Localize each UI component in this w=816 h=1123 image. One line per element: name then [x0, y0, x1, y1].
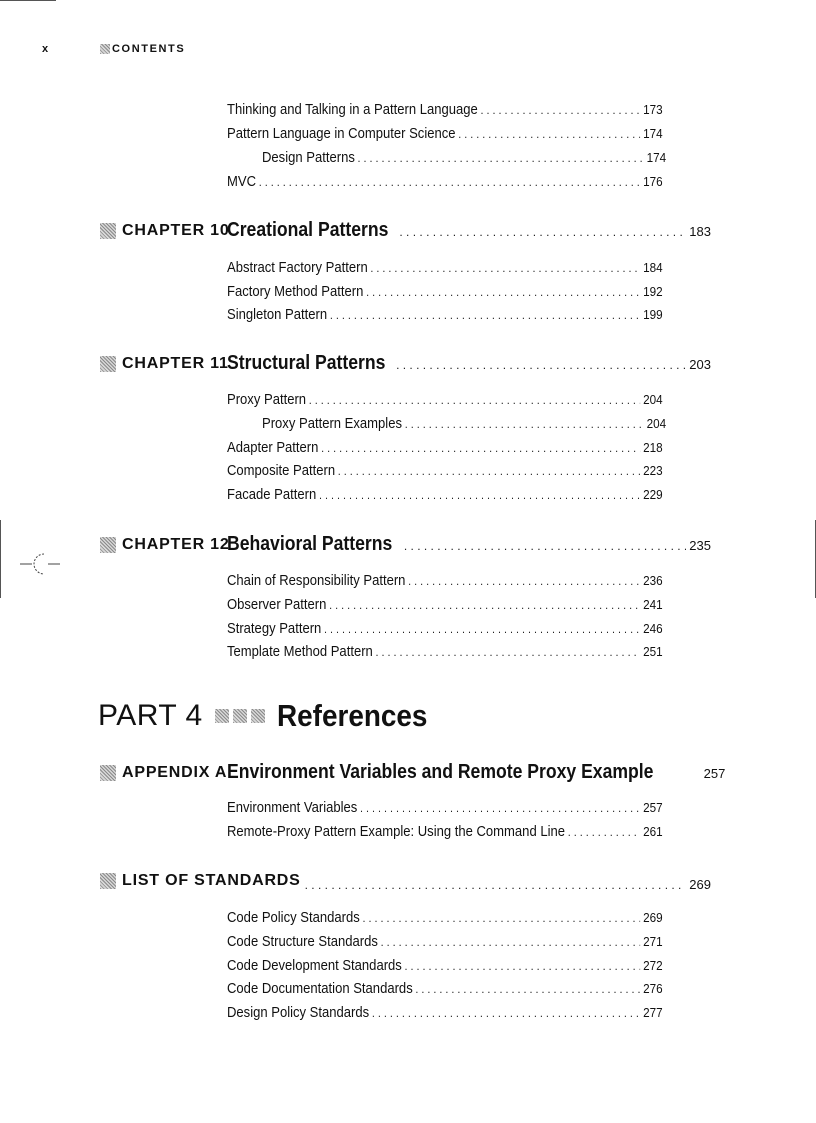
- entry-page: 204: [646, 416, 667, 431]
- entry-title: Composite Pattern: [227, 463, 336, 479]
- toc-entry[interactable]: [227, 980, 663, 998]
- dot-leader: [321, 439, 640, 457]
- entry-page: 251: [643, 644, 663, 659]
- entry-page: 204: [643, 392, 663, 407]
- dot-leader: [329, 596, 640, 614]
- entry-page: 277: [643, 1005, 663, 1020]
- entry-title: Code Development Standards: [227, 958, 402, 974]
- entry-page: 271: [643, 934, 663, 949]
- entry-page: 236: [643, 573, 663, 588]
- hatched-square-icon: [100, 537, 116, 553]
- chapter-heading[interactable]: [227, 533, 711, 556]
- entry-title: Chain of Responsibility Pattern: [227, 573, 406, 589]
- dot-leader: [338, 462, 641, 480]
- part-ornament: [215, 709, 269, 723]
- appendix-label: [100, 764, 227, 782]
- part-heading: [98, 698, 444, 734]
- dot-leader: [481, 101, 641, 119]
- entry-title: Environment Variables: [227, 800, 358, 816]
- list-of-standards-title-text: LIST OF STANDARDS: [122, 872, 301, 889]
- chapter-page: 183: [689, 224, 711, 239]
- chapter-title: Behavioral Patterns: [227, 533, 393, 555]
- entry-title: Thinking and Talking in a Pattern Language: [227, 102, 478, 118]
- dot-leader: [396, 358, 686, 372]
- dot-leader: [376, 643, 641, 661]
- toc-entry[interactable]: [227, 823, 663, 841]
- entry-title: Facade Pattern: [227, 487, 317, 503]
- chapter-heading[interactable]: [227, 219, 711, 242]
- list-of-standards-page: 269: [689, 877, 711, 892]
- crop-line-left: [0, 520, 1, 598]
- dot-leader: [404, 539, 686, 553]
- entry-title: Code Documentation Standards: [227, 981, 413, 997]
- chapter-title: Creational Patterns: [227, 219, 389, 241]
- toc-entry[interactable]: [227, 1004, 663, 1022]
- dot-leader: [405, 957, 641, 975]
- entry-title: Strategy Pattern: [227, 621, 322, 637]
- entry-title: Design Policy Standards: [227, 1005, 370, 1021]
- dot-leader: [259, 173, 641, 191]
- toc-entry[interactable]: [227, 486, 663, 504]
- chapter-heading[interactable]: [227, 352, 711, 375]
- entry-title: Code Structure Standards: [227, 934, 378, 950]
- toc-entry[interactable]: [227, 933, 663, 951]
- entry-page: 269: [643, 910, 663, 925]
- list-of-standards-heading[interactable]: [100, 872, 711, 892]
- chapter-label: [100, 536, 230, 554]
- dot-leader: [405, 415, 644, 433]
- entry-page: 174: [643, 126, 663, 141]
- dot-leader: [319, 486, 640, 504]
- dot-leader: [309, 391, 641, 409]
- entry-title: Singleton Pattern: [227, 307, 328, 323]
- chapter-label: [100, 355, 229, 373]
- entry-title: Code Policy Standards: [227, 910, 360, 926]
- dot-leader: [366, 283, 640, 301]
- entry-title: Design Patterns: [262, 150, 355, 166]
- toc-entry[interactable]: [227, 439, 663, 457]
- entry-page: 229: [643, 487, 663, 502]
- entry-page: 176: [643, 174, 663, 189]
- dot-leader: [370, 259, 640, 277]
- toc-entry[interactable]: [227, 391, 663, 409]
- toc-entry[interactable]: [227, 909, 663, 927]
- toc-entry[interactable]: [227, 101, 663, 119]
- hatched-square-icon: [100, 223, 116, 239]
- toc-entry[interactable]: [227, 173, 663, 191]
- hatched-square-icon: [100, 873, 116, 889]
- entry-title: Template Method Pattern: [227, 644, 373, 660]
- part-title: References: [276, 698, 428, 733]
- entry-page: 199: [643, 307, 663, 322]
- hatched-square-icon: [215, 709, 229, 723]
- toc-entry[interactable]: [227, 957, 663, 975]
- appendix-page: 257: [703, 766, 726, 781]
- dot-leader: [408, 572, 640, 590]
- entry-title: Proxy Pattern: [227, 392, 307, 408]
- chapter-page: 203: [689, 357, 711, 372]
- entry-page: 192: [643, 284, 663, 299]
- toc-entry[interactable]: [227, 259, 663, 277]
- toc-entry[interactable]: [227, 462, 663, 480]
- entry-page: 257: [643, 800, 663, 815]
- entry-page: 261: [643, 824, 663, 839]
- hatched-square-icon: [100, 765, 116, 781]
- dot-leader: [372, 1004, 640, 1022]
- dot-leader: [362, 909, 640, 927]
- toc-entry[interactable]: [227, 620, 663, 638]
- dot-leader: [358, 149, 644, 167]
- entry-page: 241: [643, 597, 663, 612]
- chapter-label: [100, 222, 230, 240]
- chapter-label-text: CHAPTER 10: [122, 222, 230, 239]
- toc-subentry[interactable]: [262, 149, 666, 167]
- registration-mark-icon: [18, 550, 60, 576]
- running-head-text: CONTENTS: [112, 43, 186, 55]
- dot-leader: [324, 620, 640, 638]
- appendix-label-text: APPENDIX A: [122, 764, 228, 781]
- chapter-label-text: CHAPTER 11: [122, 355, 229, 372]
- entry-title: Abstract Factory Pattern: [227, 260, 368, 276]
- dot-leader: [568, 823, 641, 841]
- hatched-square-icon: [100, 44, 110, 54]
- entry-page: 223: [643, 463, 663, 478]
- toc-entry[interactable]: [227, 596, 663, 614]
- entry-title: Remote-Proxy Pattern Example: Using the Command Line: [227, 824, 566, 840]
- entry-title: Adapter Pattern: [227, 440, 319, 456]
- chapter-page: 235: [689, 538, 711, 553]
- entry-page: 174: [646, 150, 667, 165]
- entry-page: 272: [643, 958, 663, 973]
- dot-leader: [360, 799, 640, 817]
- entry-page: 184: [643, 260, 663, 275]
- dot-leader: [399, 225, 686, 239]
- crop-line-top: [0, 0, 56, 1]
- entry-page: 246: [643, 621, 663, 636]
- running-head: [100, 43, 185, 55]
- toc-entry[interactable]: [227, 306, 663, 324]
- entry-title: MVC: [227, 174, 257, 190]
- toc-entry[interactable]: [227, 799, 663, 817]
- entry-page: 276: [643, 981, 663, 996]
- chapter-title: Structural Patterns: [227, 352, 386, 374]
- toc-subentry[interactable]: [262, 415, 666, 433]
- chapter-label-text: CHAPTER 12: [122, 536, 230, 553]
- entry-page: 173: [643, 102, 663, 117]
- dot-leader: [381, 933, 641, 951]
- entry-page: 218: [643, 440, 663, 455]
- entry-title: Factory Method Pattern: [227, 284, 364, 300]
- toc-entry[interactable]: [227, 283, 663, 301]
- toc-entry[interactable]: [227, 125, 663, 143]
- toc-entry[interactable]: [227, 643, 663, 661]
- page-number: x: [42, 43, 50, 55]
- appendix-title: Environment Variables and Remote Proxy Example: [227, 761, 654, 783]
- dot-leader: [458, 125, 640, 143]
- dot-leader: [305, 878, 686, 892]
- list-of-standards-title: [100, 872, 301, 890]
- dot-leader: [415, 980, 640, 998]
- hatched-square-icon: [100, 356, 116, 372]
- entry-title: Proxy Pattern Examples: [262, 416, 402, 432]
- hatched-square-icon: [251, 709, 265, 723]
- entry-title: Observer Pattern: [227, 597, 327, 613]
- part-label: PART 4: [98, 699, 203, 732]
- hatched-square-icon: [233, 709, 247, 723]
- dot-leader: [330, 306, 641, 324]
- entry-title: Pattern Language in Computer Science: [227, 126, 456, 142]
- appendix-heading[interactable]: [227, 761, 726, 784]
- toc-entry[interactable]: [227, 572, 663, 590]
